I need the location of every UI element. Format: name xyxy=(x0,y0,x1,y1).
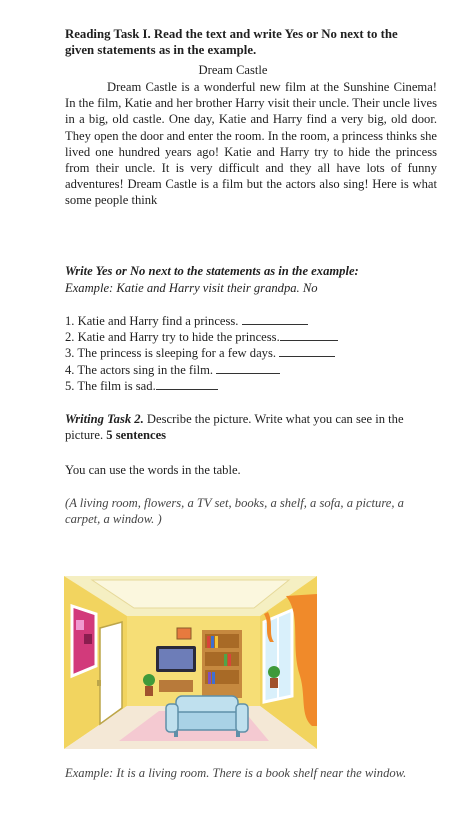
task2-word-list: (A living room, flowers, a TV set, books, a shelf, a sofa, a picture, a carpet, a window. ) xyxy=(65,496,404,526)
sofa-seat xyxy=(170,712,244,730)
statement-text: 5. The film is sad. xyxy=(65,378,156,393)
door-handle xyxy=(97,680,101,686)
door xyxy=(100,622,122,724)
book xyxy=(211,636,214,648)
statements-list xyxy=(65,313,338,394)
book xyxy=(228,654,231,666)
small-frame xyxy=(177,628,191,639)
living-room-picture xyxy=(64,576,317,749)
book xyxy=(208,672,211,684)
statement-item xyxy=(65,345,338,361)
statement-item xyxy=(65,378,338,394)
task1-heading: Reading Task I. Read the text and write Yes or No next to the given statements as in the example. xyxy=(65,27,398,57)
sofa-arm xyxy=(236,704,248,732)
shelf-row xyxy=(205,634,239,648)
sofa-leg xyxy=(236,731,240,737)
task2-hint: You can use the words in the table. xyxy=(65,463,241,477)
statement-text: 4. The actors sing in the film. xyxy=(65,362,214,377)
shelf-row xyxy=(205,652,239,666)
statement-text: 3. The princess is sleeping for a few days. xyxy=(65,346,277,361)
tv-stand xyxy=(159,680,193,692)
answer-blank[interactable] xyxy=(216,362,280,374)
flowers xyxy=(268,666,280,678)
flower-pot xyxy=(145,686,153,696)
statement-text: 2. Katie and Harry try to hide the princess. xyxy=(65,330,280,345)
statement-item xyxy=(65,313,338,329)
story-text: Dream Castle is a wonderful new film at the Sunshine Cinema! In the film, Katie and her brother Harry visit their uncle. Their uncle lives in a big, old castle. One day, Katie and Harry find a very big, old door. They open the door and enter the room. In the room, a princess thinks she lived one hundred years ago! Katie and Harry try to hide the princess from their uncle. It is very difficult and they all have lots of funny adventures! Dream Castle is a film but the actors also sing! Here is what some people think xyxy=(65,80,437,208)
book xyxy=(224,654,227,666)
picture-square xyxy=(84,634,92,644)
task2-example: Example: It is a living room. There is a book shelf near the window. xyxy=(65,766,407,780)
story-title: Dream Castle xyxy=(198,63,268,77)
statement-item xyxy=(65,362,338,378)
task2-count: 5 sentences xyxy=(106,428,167,442)
book xyxy=(215,636,218,648)
picture-square xyxy=(76,620,84,630)
statements-example: Example: Katie and Harry visit their grandpa. No xyxy=(65,281,318,295)
flowers xyxy=(143,674,155,686)
statement-text: 1. Katie and Harry find a princess. xyxy=(65,314,239,328)
answer-blank[interactable] xyxy=(156,378,218,390)
book xyxy=(212,672,215,684)
book xyxy=(207,636,210,648)
answer-blank[interactable] xyxy=(242,313,308,325)
statements-instruction: Write Yes or No next to the statements as in the example: xyxy=(65,264,359,278)
answer-blank[interactable] xyxy=(279,345,335,357)
flower-pot xyxy=(270,678,278,688)
tv-screen xyxy=(159,649,193,669)
statement-item xyxy=(65,329,338,345)
sofa-arm xyxy=(166,704,178,732)
answer-blank[interactable] xyxy=(280,329,338,341)
task2-title: Writing Task 2. xyxy=(65,412,144,426)
task2-instruction xyxy=(65,411,435,443)
task2-text: Describe the picture. Write what you can see in the picture. xyxy=(65,412,404,442)
sofa-leg xyxy=(174,731,178,737)
